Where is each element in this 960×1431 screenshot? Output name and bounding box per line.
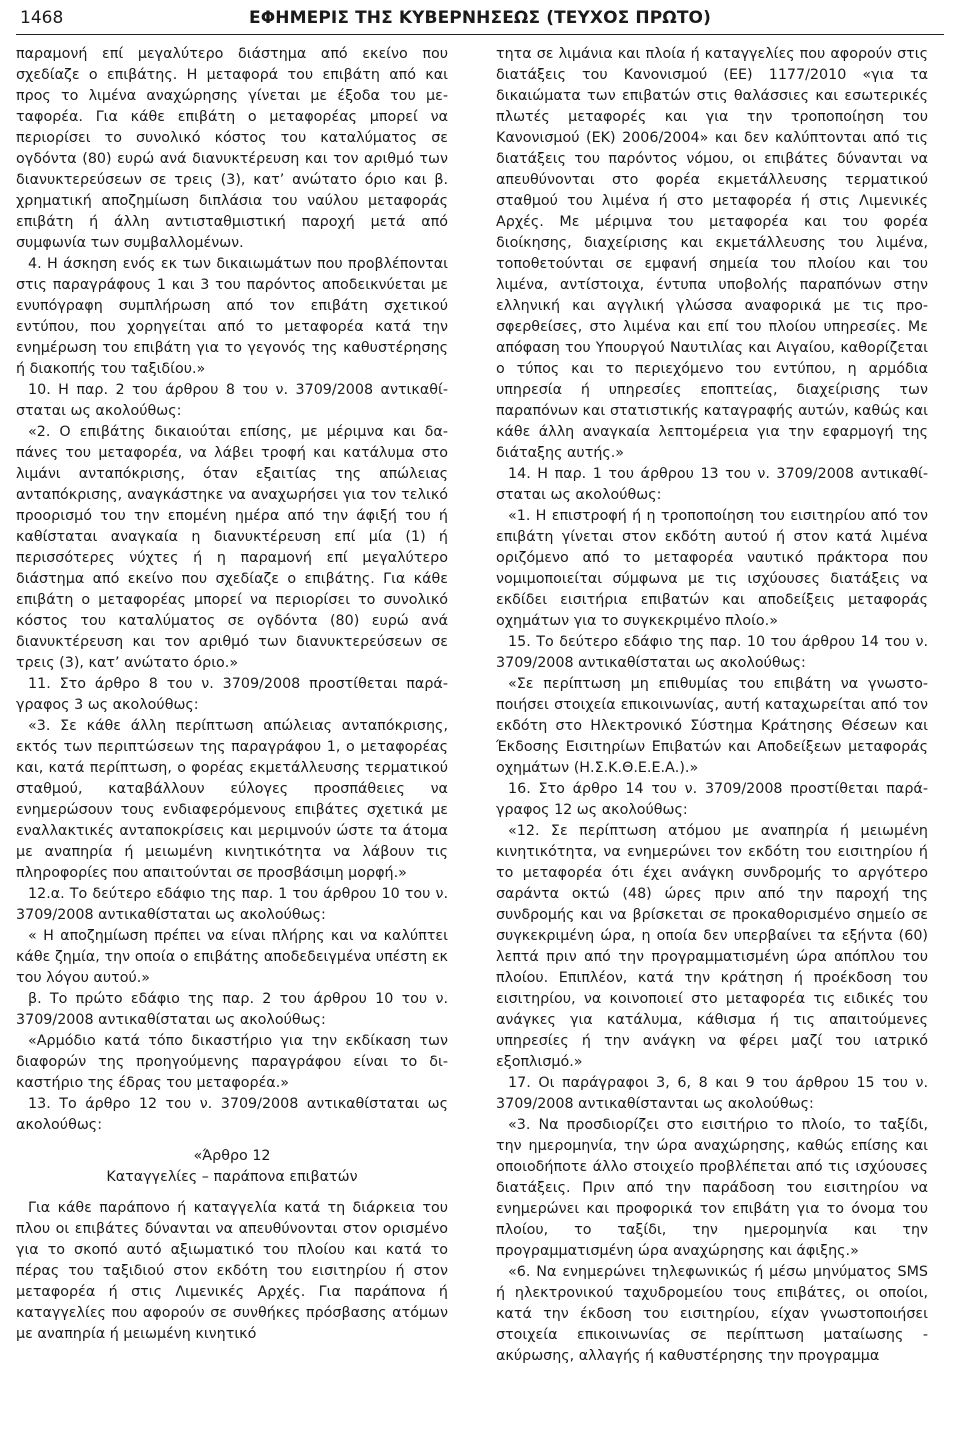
right-column bbox=[496, 44, 928, 1367]
paragraph: 13. Το άρθρο 12 του ν. 3709/2008 αντικαθίσταται ως ακολούθως: bbox=[16, 1096, 448, 1133]
left-column bbox=[16, 44, 448, 1345]
spacer bbox=[16, 1136, 448, 1146]
paragraph: 16. Στο άρθρο 14 του ν. 3709/2008 προστίθεται παράγραφος 12 ως ακολούθως: bbox=[496, 781, 928, 818]
paragraph: τητα σε λιμάνια και πλοία ή καταγγελίες που αφορούν στις διατάξεις του Κανονισμού (ΕΕ) 1177/2010 «για τα δικαιώματα των επιβατών στις θαλάσσιες και εσωτερικές πλωτές μεταφορές και για την τροποποίηση του Κανονισμού (ΕΚ) 2006/2004» και δεν καλύπτονται από τις διατάξεις του παρόντος νόμου, οι επιβάτες δύνανται να απευθύνονται στο φορέα εκμετάλλευσης τερματικού σταθμού του λιμένα ή στο μεταφορέα ή στις Λιμενικές Αρχές. Με μέριμνα του μεταφορέα και του φορέα διοίκησης, διαχείρισης και εκμετάλλευσης του λιμένα, τοποθετούνται σε εμφανή σημεία του πλοίου και του λιμένα, αντίστοιχα, έντυπα υποβολής παραπόνων στην ελληνική και αγγλική γλώσσα αναφορικά με τις προσφερθείσες, στο λιμένα και επί του πλοίου υπηρεσίες. Με απόφαση του Υπουργού Ναυτιλίας και Αιγαίου, καθορίζεται ο τύπος και το περιεχόμενο του εντύπου, η αρμόδια υπηρεσία ή υπηρεσίες εποπτείας, διαχείρισης των παραπόνων και στατιστικής καταγραφής αυτών, καθώς και κάθε άλλη αναγκαία λεπτομέρεια για την εφαρμογή της διάταξης αυτής.» bbox=[496, 46, 928, 461]
header-rule bbox=[16, 34, 944, 35]
paragraph: 10. Η παρ. 2 του άρθρου 8 του ν. 3709/2008 αντικαθίσταται ως ακολούθως: bbox=[16, 382, 448, 419]
paragraph: « Η αποζημίωση πρέπει να είναι πλήρης και να καλύπτει κάθε ζημία, την οποία ο επιβάτης αποδεδειγμένα υπέστη εκ του λόγου αυτού.» bbox=[16, 928, 448, 986]
paragraph: «Σε περίπτωση μη επιθυμίας του επιβάτη να γνωστοποιήσει στοιχεία επικοινωνίας, αυτή καταχωρείται από τον εκδότη στο Ηλεκτρονικό Σύστημα Κράτησης Θέσεων και Έκδοσης Εισιτηρίων Επιβατών και Αποδείξεων μεταφοράς οχημάτων (Η.Σ.Κ.Θ.Ε.Ε.Α.).» bbox=[496, 676, 928, 776]
paragraph: «12. Σε περίπτωση ατόμου με αναπηρία ή μειωμένη κινητικότητα, να ενημερώνει τον εκδότη του εισιτηρίου ή το μεταφορέα ότι έχει ανάγκη συνδρομής το αργότερο σαράντα οκτώ (48) ώρες πριν από την παροχή της συνδρομής και να βρίσκεται σε προκαθορισμένο σημείο σε συγκεκριμένη ώρα, η οποία δεν υπερβαίνει τα εξήντα (60) λεπτά πριν από την προγραμματισμένη ώρα απόπλου του πλοίου. Επιπλέον, κατά την κράτηση ή προέκδοση του εισιτηρίου, να κοινοποιεί στο μεταφορέα τις ειδικές του ανάγκες για κατάλυμα, κάθισμα ή τις απαιτούμενες υπηρεσίες ή την ανάγκη να φέρει μαζί του ιατρικό εξοπλισμό.» bbox=[496, 823, 928, 1070]
paragraph: «1. Η επιστροφή ή η τροποποίηση του εισιτηρίου από τον επιβάτη γίνεται στον εκδότη αυτού ή στον κατά λιμένα οριζόμενο από το μεταφορέα ναυτικό πράκτορα που νομιμοποιείται σύμφωνα με τις ισχύουσες διατάξεις να εκδίδει εισιτήρια επιβατών και αποδείξεις μεταφοράς οχημάτων για το συγκεκριμένο πλοίο.» bbox=[496, 508, 928, 629]
article-body: Για κάθε παράπονο ή καταγγελία κατά τη διάρκεια του πλου οι επιβάτες δύνανται να απευθύνονται στον ορισμένο για το σκοπό αυτό αξιωματικό του πλοίου και κατά το πέρας του ταξιδιού στον εκδότη του εισιτηρίου ή στον μεταφορέα ή στις Λιμενικές Αρχές. Για παράπονα ή καταγγελίες που αφορούν σε συνθήκες πρόσβασης ατόμων με αναπηρία ή μειωμένη κινητικό bbox=[16, 1200, 448, 1342]
paragraph: 12.α. Το δεύτερο εδάφιο της παρ. 1 του άρθρου 10 του ν. 3709/2008 αντικαθίσταται ως ακολούθως: bbox=[16, 886, 448, 923]
journal-title: ΕΦΗΜΕΡΙΣ ΤΗΣ ΚΥΒΕΡΝΗΣΕΩΣ (ΤΕΥΧΟΣ ΠΡΩΤΟ) bbox=[249, 8, 711, 28]
paragraph: 4. Η άσκηση ενός εκ των δικαιωμάτων που προβλέπονται στις παραγράφους 1 και 3 του παρόντος αποδεικνύεται με ενυπόγραφη συμπλήρωση από τον επιβάτη σχετικού εντύπου, που χορηγείται από το μεταφορέα κατά την ενημέρωση του επιβάτη για το γεγονός της καθυστέρησης ή διακοπής του ταξιδίου.» bbox=[16, 256, 448, 377]
paragraph: β. Το πρώτο εδάφιο της παρ. 2 του άρθρου 10 του ν. 3709/2008 αντικαθίσταται ως ακολούθως: bbox=[16, 991, 448, 1028]
paragraph: 17. Οι παράγραφοι 3, 6, 8 και 9 του άρθρου 15 του ν. 3709/2008 αντικαθίστανται ως ακολούθως: bbox=[496, 1075, 928, 1112]
spacer bbox=[16, 1188, 448, 1198]
page-number: 1468 bbox=[20, 8, 64, 28]
paragraph: «3. Να προσδιορίζει στο εισιτήριο το πλοίο, το ταξίδι, την ημερομηνία, την ώρα αναχώρησης, καθώς επίσης και οποιοδήποτε άλλο στοιχείο προβλέπεται από τις ισχύουσες διατάξεις. Πριν από την παράδοση του εισιτηρίου να ενημερώνει και προφορικά τον επιβάτη για το όνομα του πλοίου, το ταξίδι, την ημερομηνία και την προγραμματισμένη ώρα αναχώρησης και άφιξης.» bbox=[496, 1117, 928, 1259]
paragraph: «2. Ο επιβάτης δικαιούται επίσης, με μέριμνα και δαπάνες του μεταφορέα, να λάβει τροφή και κατάλυμα στο λιμάνι ανταπόκρισης, όταν εξαιτίας της απώλειας ανταπόκρισης, αναγκάστηκε να αναχωρήσει για τον τελικό προορισμό του την επομένη ημέρα από την άφιξή του ή καθίσταται αναγκαία η διανυκτέρευση επί μία (1) ή περισσότερες νύχτες ή η παραμονή επί μεγαλύτερο διάστημα από εκείνο που σχεδίαζε ο επιβάτης. Για κάθε επιβάτη ο μεταφορέας μπορεί να περιορίσει το συνολικό κόστος του καταλύματος σε ογδόντα (80) ευρώ ανά διανυκτέρευση και τον αριθμό των διανυκτερεύσεων σε τρεις (3), κατ’ ανώτατο όριο.» bbox=[16, 424, 448, 671]
paragraph: 15. Το δεύτερο εδάφιο της παρ. 10 του άρθρου 14 του ν. 3709/2008 αντικαθίσταται ως ακολούθως: bbox=[496, 634, 928, 671]
paragraph: παραμονή επί μεγαλύτερο διάστημα από εκείνο που σχεδίαζε ο επιβάτης. Η μεταφορά του επιβάτη από και προς το λιμένα αναχώρησης γίνεται με έξοδα του μεταφορέα. Για κάθε επιβάτη ο μεταφορέας μπορεί να περιορίσει το συνολικό κόστος του καταλύματος σε ογδόντα (80) ευρώ ανά διανυκτέρευση και τον αριθμό των διανυκτερεύσεων σε τρεις (3), κατ’ ανώτατο όριο και β. χρηματική αποζημίωση διπλάσια του ναύλου μεταφοράς επιβάτη ή άλλη αντισταθμιστική παροχή μετά από συμφωνία των συμβαλλομένων. bbox=[16, 46, 448, 251]
paragraph: «Αρμόδιο κατά τόπο δικαστήριο για την εκδίκαση των διαφορών της προηγούμενης παραγράφου είναι το δικαστήριο της έδρας του μεταφορέα.» bbox=[16, 1033, 448, 1091]
paragraph: 11. Στο άρθρο 8 του ν. 3709/2008 προστίθεται παράγραφος 3 ως ακολούθως: bbox=[16, 676, 448, 713]
article-heading: «Άρθρο 12 bbox=[193, 1148, 271, 1164]
paragraph: «6. Να ενημερώνει τηλεφωνικώς ή μέσω μηνύματος SMS ή ηλεκτρονικού ταχυδρομείου τους επιβάτες, οι οποίοι, κατά την έκδοση του εισιτηρίου, είχαν γνωστοποιήσει στοιχεία επικοινωνίας σε περίπτωση ματαίωσης - ακύρωσης, αλλαγής ή καθυστέρησης την προγραμμα bbox=[496, 1264, 928, 1364]
article-subheading: Καταγγελίες – παράπονα επιβατών bbox=[106, 1169, 358, 1185]
paragraph: 14. Η παρ. 1 του άρθρου 13 του ν. 3709/2008 αντικαθίσταται ως ακολούθως: bbox=[496, 466, 928, 503]
paragraph: «3. Σε κάθε άλλη περίπτωση απώλειας ανταπόκρισης, εκτός των περιπτώσεων της παραγράφου 1, ο μεταφορέας και, κατά περίπτωση, ο φορέας εκμετάλλευσης τερματικού σταθμού, καταβάλλουν εύλογες προσπάθειες να ενημερώσουν τους ενδιαφερόμενους επιβάτες σχετικά με εναλλακτικές ανταποκρίσεις και μεριμνούν ώστε τα άτομα με αναπηρία ή μειωμένη κινητικότητα να λάβουν τις πληροφορίες που απαιτούνται σε προσβάσιμη μορφή.» bbox=[16, 718, 448, 881]
page-header bbox=[16, 6, 944, 34]
